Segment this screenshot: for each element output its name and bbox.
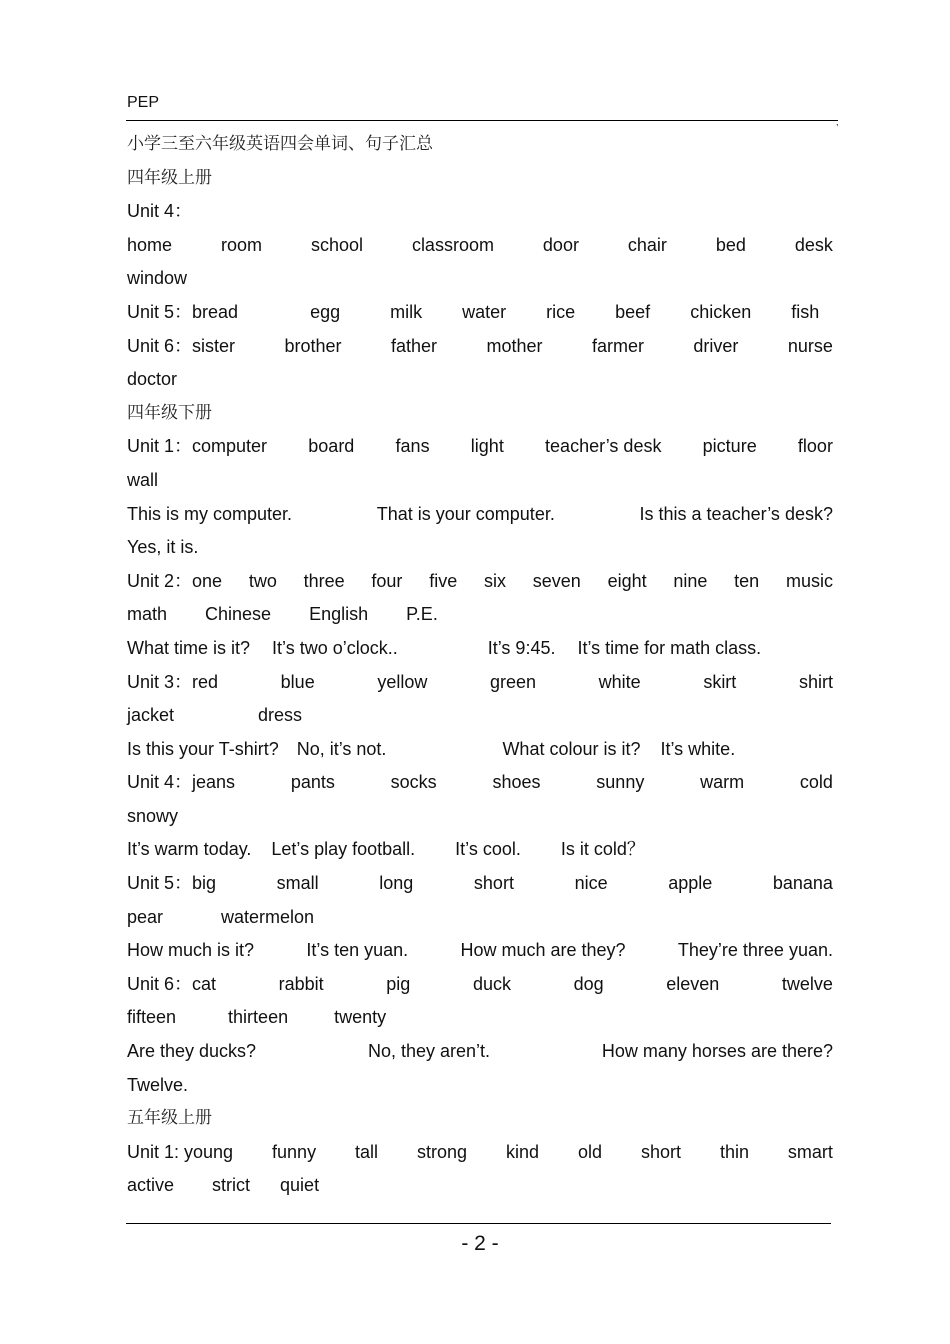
- word: floor: [797, 436, 833, 457]
- word: skirt: [703, 671, 737, 692]
- word: Unit 4：jeans: [127, 772, 236, 793]
- word: mother: [486, 335, 543, 356]
- footer-rule: [126, 1223, 831, 1224]
- text-line: [127, 867, 833, 901]
- word: old: [577, 1141, 602, 1162]
- word: shoes: [492, 772, 541, 793]
- word: P.E.: [406, 604, 438, 625]
- word: They’re three yuan.: [677, 940, 833, 961]
- text-line: [127, 699, 833, 733]
- word: It’s cool.: [455, 839, 521, 860]
- word: four: [371, 570, 403, 591]
- word: No, they aren’t.: [367, 1041, 491, 1062]
- word: board: [308, 436, 355, 457]
- word: eleven: [666, 973, 720, 994]
- word: classroom: [411, 234, 494, 255]
- word: wall: [127, 469, 159, 490]
- section-heading: [127, 162, 833, 196]
- word: bed: [715, 234, 746, 255]
- word: door: [542, 234, 579, 255]
- word: pig: [386, 973, 411, 994]
- word: Unit 5：big: [127, 873, 217, 894]
- word: What time is it?: [127, 637, 251, 658]
- word: warm: [700, 772, 745, 793]
- word: active: [127, 1175, 175, 1196]
- word: kind: [505, 1141, 540, 1162]
- text-line: [127, 1001, 833, 1035]
- word: cold: [799, 772, 833, 793]
- word: sunny: [596, 772, 645, 793]
- word: home: [127, 234, 173, 255]
- text-line: [127, 565, 833, 599]
- word: Is this your T-shirt?: [127, 738, 279, 759]
- word: green: [489, 671, 537, 692]
- word: farmer: [591, 335, 644, 356]
- word: Chinese: [205, 604, 272, 625]
- section-heading: [127, 397, 833, 431]
- word: It’s warm today.: [127, 839, 252, 860]
- word: tall: [355, 1141, 379, 1162]
- word: How much are they?: [460, 940, 626, 961]
- word: short: [640, 1141, 681, 1162]
- word: brother: [284, 335, 342, 356]
- text-line: [127, 330, 833, 364]
- word: white: [598, 671, 641, 692]
- word: seven: [532, 570, 581, 591]
- word: dress: [258, 705, 303, 726]
- word: nine: [673, 570, 708, 591]
- word: Let’s play football.: [271, 839, 416, 860]
- word: ten: [734, 570, 760, 591]
- word: funny: [272, 1141, 317, 1162]
- header-rule-mark: ,: [836, 117, 839, 127]
- section-heading-text: 四年级上册: [127, 167, 212, 188]
- text-line: [127, 363, 833, 397]
- word: fans: [395, 436, 430, 457]
- text-line: [127, 229, 833, 263]
- word: quiet: [280, 1175, 320, 1196]
- word: Unit 2：one: [127, 570, 223, 591]
- word: chicken: [690, 301, 752, 322]
- word: pear: [127, 906, 164, 927]
- text-line: [127, 1169, 833, 1203]
- word: desk: [794, 234, 833, 255]
- word: two: [248, 570, 277, 591]
- section-heading-text: 四年级下册: [127, 402, 212, 423]
- word: five: [429, 570, 458, 591]
- word: room: [220, 234, 262, 255]
- header-rule: [126, 120, 838, 121]
- text-line: [127, 430, 833, 464]
- text-line: [127, 800, 833, 834]
- word: shirt: [798, 671, 833, 692]
- word: This is my computer.: [127, 503, 293, 524]
- word: Unit 1: young: [127, 1141, 234, 1162]
- text-line: [127, 1069, 833, 1103]
- section-heading: [127, 1102, 833, 1136]
- word: beef: [615, 301, 651, 322]
- word: fifteen: [127, 1007, 177, 1028]
- word: That is your computer.: [376, 503, 555, 524]
- word: blue: [280, 671, 315, 692]
- word: fish: [791, 301, 820, 322]
- word: snowy: [127, 805, 179, 826]
- word: thirteen: [228, 1007, 289, 1028]
- word: socks: [390, 772, 437, 793]
- word: English: [309, 604, 369, 625]
- word: duck: [472, 973, 511, 994]
- word: egg: [310, 301, 341, 322]
- text-line: [127, 598, 833, 632]
- text-line: [127, 968, 833, 1002]
- text-line: [127, 833, 833, 867]
- word: smart: [787, 1141, 833, 1162]
- word: strong: [417, 1141, 468, 1162]
- word: Twelve.: [127, 1074, 189, 1095]
- word: Are they ducks?: [127, 1041, 257, 1062]
- text-line: [127, 766, 833, 800]
- word: How much is it?: [127, 940, 255, 961]
- word: eight: [607, 570, 647, 591]
- word: Unit 4：: [127, 201, 193, 222]
- word: doctor: [127, 369, 178, 390]
- word: Yes, it is.: [127, 537, 199, 558]
- word: teacher’s desk: [545, 436, 662, 457]
- word: thin: [719, 1141, 749, 1162]
- word: twelve: [781, 973, 833, 994]
- word: light: [470, 436, 504, 457]
- document-title: 小学三至六年级英语四会单词、句子汇总: [127, 134, 433, 154]
- word: window: [127, 268, 188, 289]
- text-line: [127, 531, 833, 565]
- word: rice: [546, 301, 576, 322]
- text-line: [127, 632, 833, 666]
- word: chair: [627, 234, 667, 255]
- word: What colour is it?: [502, 738, 641, 759]
- page-number: - 2 -: [461, 1232, 499, 1255]
- word: Unit 3：red: [127, 671, 219, 692]
- word: It’s ten yuan.: [306, 940, 409, 961]
- text-line: [127, 262, 833, 296]
- word: It’s time for math class.: [577, 637, 762, 658]
- word: It’s two o’clock..: [272, 637, 398, 658]
- text-line: [127, 296, 833, 330]
- word: math: [127, 604, 168, 625]
- word: jacket: [127, 705, 175, 726]
- word: strict: [212, 1175, 251, 1196]
- text-line: [127, 464, 833, 498]
- text-line: [127, 934, 833, 968]
- word: Unit 6：sister: [127, 335, 236, 356]
- word: rabbit: [278, 973, 324, 994]
- word: apple: [668, 873, 713, 894]
- word: long: [379, 873, 414, 894]
- text-line: [127, 195, 833, 229]
- word: nice: [574, 873, 608, 894]
- word: Unit 5：bread: [127, 301, 239, 322]
- word: music: [785, 570, 833, 591]
- word: pants: [290, 772, 335, 793]
- word: small: [276, 873, 319, 894]
- word: It’s white.: [660, 738, 736, 759]
- text-line: [127, 733, 833, 767]
- word: No, it’s not.: [296, 738, 387, 759]
- text-line: [127, 901, 833, 935]
- word: banana: [772, 873, 833, 894]
- word: watermelon: [221, 906, 315, 927]
- section-heading-text: 五年级上册: [127, 1108, 212, 1129]
- text-line: [127, 498, 833, 532]
- word: nurse: [787, 335, 833, 356]
- word: Is this a teacher’s desk?: [639, 503, 833, 524]
- word: school: [310, 234, 363, 255]
- word: six: [483, 570, 506, 591]
- word: Is it cold？: [560, 839, 645, 860]
- word: Unit 6：cat: [127, 973, 217, 994]
- word: twenty: [334, 1007, 387, 1028]
- word: picture: [702, 436, 757, 457]
- word: Unit 1：computer: [127, 436, 268, 457]
- word: short: [473, 873, 514, 894]
- word: dog: [573, 973, 604, 994]
- text-line: [127, 666, 833, 700]
- word: It’s 9:45.: [487, 637, 556, 658]
- text-line: [127, 1136, 833, 1170]
- document-body: [127, 128, 833, 1203]
- word: father: [390, 335, 438, 356]
- word: three: [303, 570, 345, 591]
- header-label: PEP: [127, 94, 160, 111]
- word: yellow: [377, 671, 428, 692]
- word: driver: [693, 335, 739, 356]
- word: How many horses are there?: [601, 1041, 833, 1062]
- word: water: [462, 301, 507, 322]
- text-line: [127, 1035, 833, 1069]
- word: milk: [390, 301, 423, 322]
